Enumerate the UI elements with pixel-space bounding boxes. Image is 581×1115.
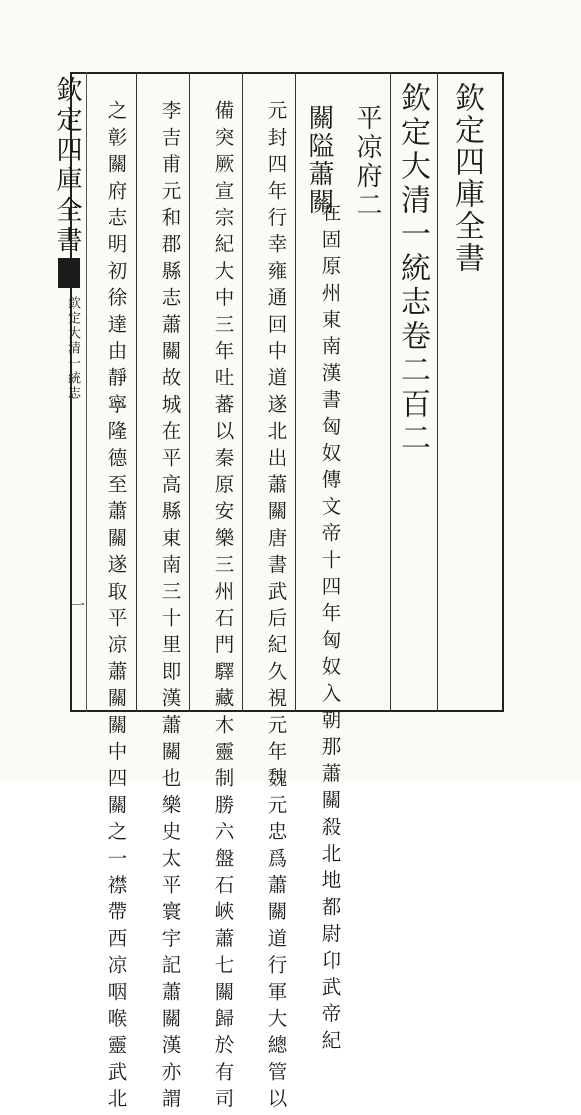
column-rule (437, 72, 438, 712)
spine-label: 欽定四庫全書 (52, 76, 82, 256)
text-column-1: 在固原州東南漢書匈奴傳文帝十四年匈奴入朝那蕭關殺北地都尉卬武帝紀 (318, 202, 342, 1057)
region-heading: 平凉府二 (352, 104, 382, 220)
gutter-label: 欽定大清一統志 (65, 296, 80, 401)
column-rule (136, 72, 137, 712)
column-rule (242, 72, 243, 712)
fishtail-mark (58, 258, 80, 288)
text-column-3: 備突厥宣宗紀大中三年吐蕃以秦原安樂三州石門驛藏木靈制勝六盤石峽蕭七關歸於有司 (211, 100, 235, 1115)
text-column-5: 之彰關府志明初徐達由靜寧隆德至蕭關遂取平凉蕭關關中四關之一襟帶西凉咽喉靈武北 (104, 100, 128, 1115)
text-column-2: 元封四年行幸雍通回中道遂北出蕭關唐書武后紀久視元年魏元忠爲蕭關道行軍大總管以 (264, 100, 288, 1115)
column-rule (390, 72, 391, 712)
entry-heading: 關隘蕭關 (304, 104, 334, 216)
gutter-rule (86, 72, 87, 712)
collection-title: 欽定四庫全書 (449, 82, 484, 274)
column-rule (189, 72, 190, 712)
volume-title: 欽定大清一統志卷二百二 (395, 82, 430, 456)
text-column-4: 李吉甫元和郡縣志蕭關故城在平高縣東南三十里即漢蕭關也樂史太平寰宇記蕭關漢亦謂 (158, 100, 182, 1115)
spine-strip (52, 72, 82, 282)
column-rule (295, 72, 296, 712)
page-number: 一 (69, 598, 85, 612)
